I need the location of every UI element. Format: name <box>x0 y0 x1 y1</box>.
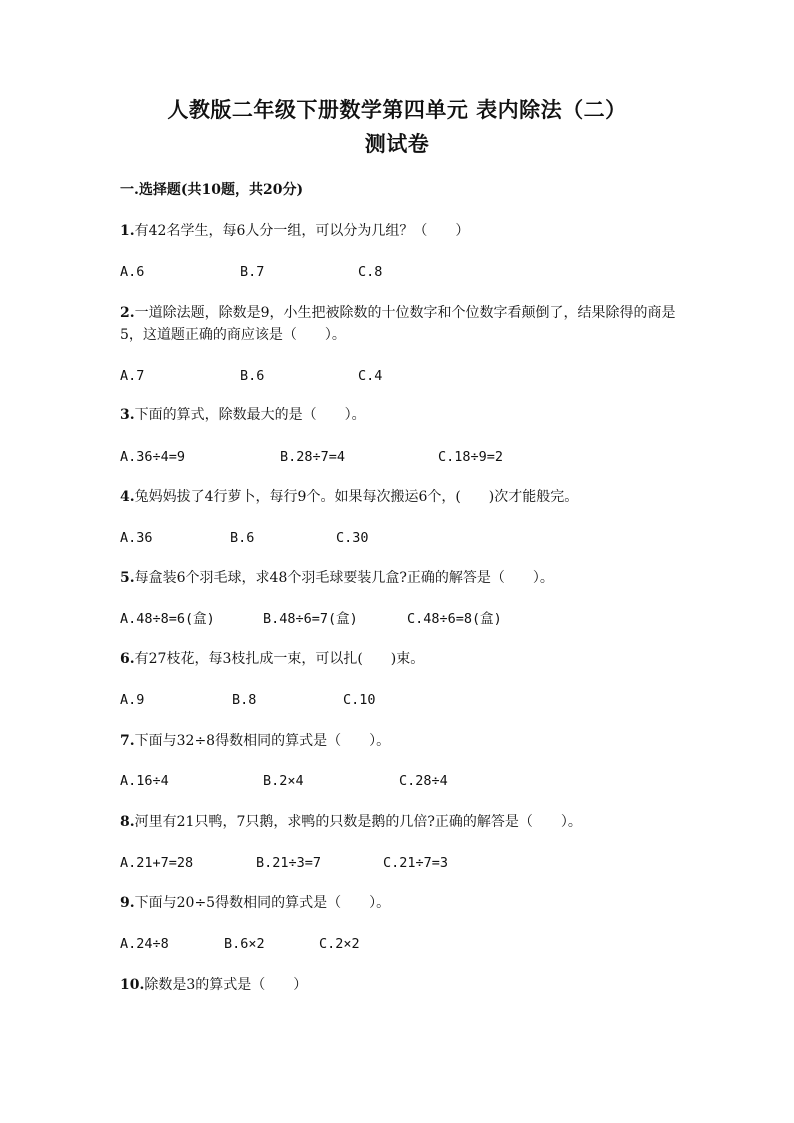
question-number: 10. <box>120 977 145 993</box>
option-b[interactable]: B.6×2 <box>224 936 265 952</box>
question-6 <box>120 648 680 670</box>
option-a[interactable]: A.6 <box>120 264 145 280</box>
question-9 <box>120 892 680 914</box>
question-number: 1. <box>120 223 135 239</box>
option-b[interactable]: B.21÷3=7 <box>256 855 322 871</box>
option-c[interactable]: C.30 <box>336 530 369 546</box>
option-b[interactable]: B.2×4 <box>263 773 304 789</box>
option-a[interactable]: A.24÷8 <box>120 936 169 952</box>
question-10 <box>120 974 680 996</box>
option-a[interactable]: A.9 <box>120 692 145 708</box>
question-number: 6. <box>120 651 135 667</box>
question-text: 河里有21只鸭，7只鹅，求鸭的只数是鹅的几倍?正确的解答是（ ）。 <box>134 814 582 830</box>
option-b[interactable]: B.8 <box>232 692 257 708</box>
question-4 <box>120 486 680 508</box>
option-b[interactable]: B.28÷7=4 <box>280 449 346 465</box>
question-8 <box>120 811 680 833</box>
option-c[interactable]: C.48÷6=8(盒) <box>407 611 502 627</box>
question-text: 有27枝花，每3枝扎成一束，可以扎( )束。 <box>134 651 425 667</box>
option-c[interactable]: C.21÷7=3 <box>383 855 449 871</box>
option-a[interactable]: A.36 <box>120 530 153 546</box>
page-title: 人教版二年级下册数学第四单元 表内除法（二） <box>167 97 627 122</box>
option-c[interactable]: C.4 <box>358 368 383 384</box>
option-b[interactable]: B.6 <box>230 530 255 546</box>
question-text: 一道除法题，除数是9，小生把被除数的十位数字和个位数字看颠倒了，结果除得的商是5，这道题正确的商应该是（ ）。 <box>120 305 676 343</box>
option-a[interactable]: A.16÷4 <box>120 773 169 789</box>
option-b[interactable]: B.48÷6=7(盒) <box>263 611 358 627</box>
question-2 <box>120 302 680 346</box>
question-7 <box>120 730 680 752</box>
question-number: 5. <box>120 570 135 586</box>
option-c[interactable]: C.28÷4 <box>399 773 448 789</box>
question-3 <box>120 404 680 426</box>
option-c[interactable]: C.2×2 <box>319 936 360 952</box>
option-a[interactable]: A.21+7=28 <box>120 855 194 871</box>
option-a[interactable]: A.48÷8=6(盒) <box>120 611 215 627</box>
option-a[interactable]: A.36÷4=9 <box>120 449 186 465</box>
question-5 <box>120 567 680 589</box>
option-b[interactable]: B.6 <box>240 368 265 384</box>
question-number: 2. <box>120 305 135 321</box>
question-text: 兔妈妈拔了4行萝卜，每行9个。如果每次搬运6个，( )次才能般完。 <box>134 489 579 505</box>
question-text: 有42名学生，每6人分一组，可以分为几组？（ ） <box>134 223 470 239</box>
question-text: 下面与32÷8得数相同的算式是（ ）。 <box>134 733 391 749</box>
question-1 <box>120 220 680 242</box>
option-c[interactable]: C.10 <box>343 692 376 708</box>
question-number: 4. <box>120 489 135 505</box>
question-number: 8. <box>120 814 135 830</box>
question-text: 下面的算式，除数最大的是（ ）。 <box>134 407 366 423</box>
option-b[interactable]: B.7 <box>240 264 265 280</box>
option-c[interactable]: C.8 <box>358 264 383 280</box>
section-heading: 一.选择题(共10题，共20分) <box>120 182 304 198</box>
question-number: 9. <box>120 895 135 911</box>
question-text: 每盒装6个羽毛球，求48个羽毛球要装几盒?正确的解答是（ ）。 <box>134 570 554 586</box>
option-a[interactable]: A.7 <box>120 368 145 384</box>
question-text: 下面与20÷5得数相同的算式是（ ）。 <box>134 895 391 911</box>
page-subtitle: 测试卷 <box>364 131 430 156</box>
option-c[interactable]: C.18÷9=2 <box>438 449 504 465</box>
question-number: 7. <box>120 733 135 749</box>
question-text: 除数是3的算式是（ ） <box>144 977 308 993</box>
question-number: 3. <box>120 407 135 423</box>
